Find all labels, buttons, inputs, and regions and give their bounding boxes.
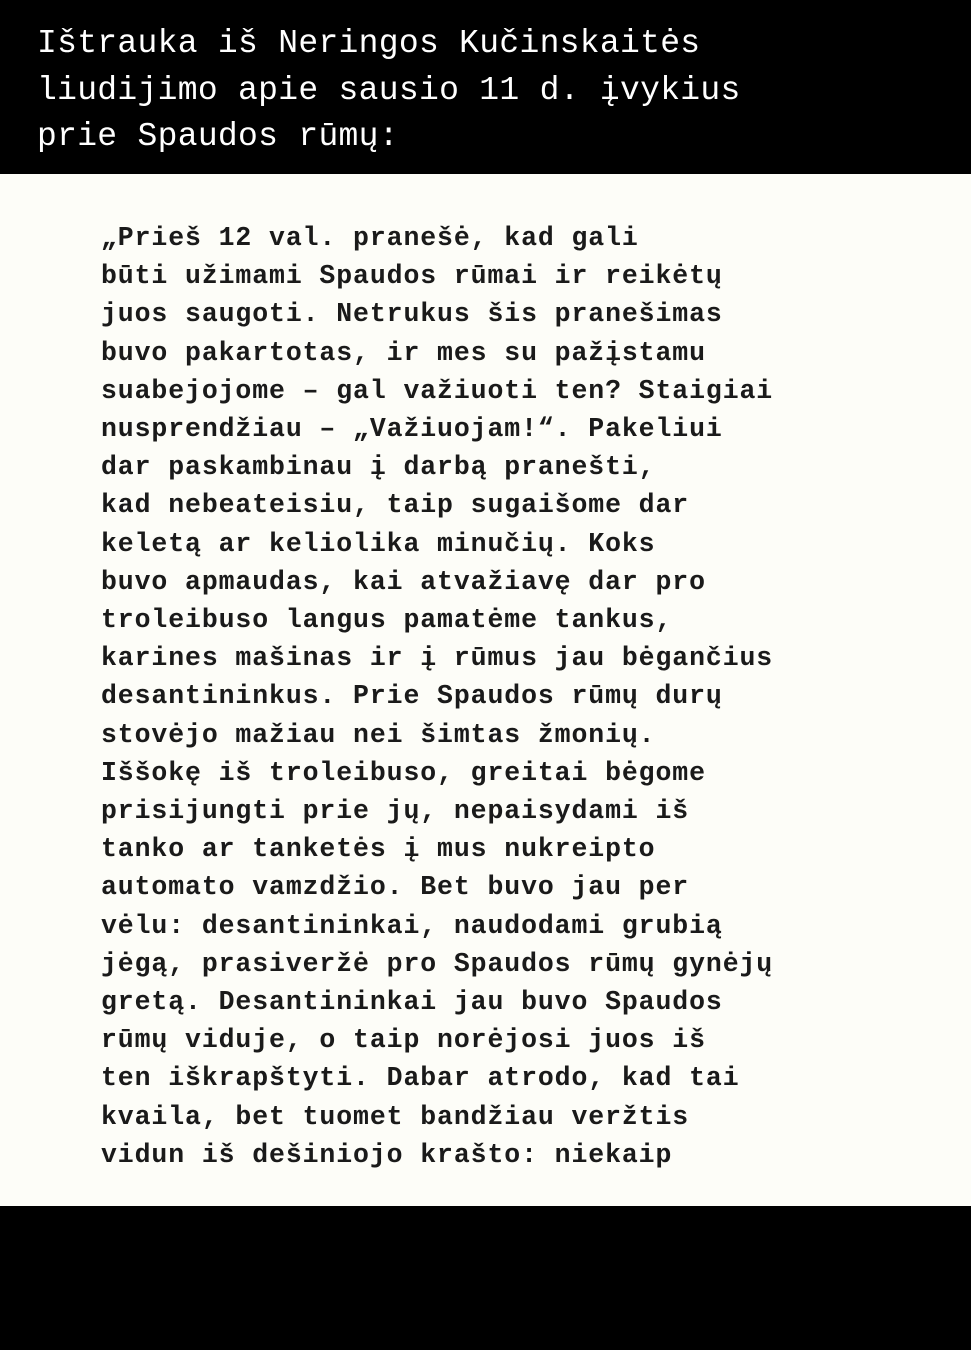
header-bar — [0, 0, 971, 174]
testimony-quote: „Prieš 12 val. pranešė, kad gali būti užimami Spaudos rūmai ir reikėtų juos saugoti. Netrukus šis pranešimas buvo pakartotas, ir mes su pažįstamu suabejojome – gal važiuoti ten? Staigiai nusprendžiau – „Važiuojam!“. Pakeliui dar paskambinau į darbą pranešti, kad nebeateisiu, taip sugaišome dar keletą ar keliolika minučių. Koks buvo apmaudas, kai atvažiavę dar pro troleibuso langus pamatėme tankus, karines mašinas ir į rūmus jau bėgančius desantininkus. Prie Spaudos rūmų durų stovėjo mažiau nei šimtas žmonių. Iššokę iš troleibuso, greitai bėgome prisijungti prie jų, nepaisydami iš tanko ar tanketės į mus nukreipto automato vamzdžio. Bet buvo jau per vėlu: desantininkai, naudodami grubią jėgą, prasiveržė pro Spaudos rūmų gynėjų gretą. Desantininkai jau buvo Spaudos rūmų viduje, o taip norėjosi juos iš ten iškrapštyti. Dabar atrodo, kad tai kvaila, bet tuomet bandžiau veržtis vidun iš dešiniojo krašto: niekaip — [101, 223, 774, 1170]
page-title: Ištrauka iš Neringos Kučinskaitės liudijimo apie sausio 11 d. įvykius prie Spaudos rūmų: — [37, 25, 741, 155]
document-page — [0, 174, 971, 1206]
footer-bar — [0, 1206, 971, 1350]
